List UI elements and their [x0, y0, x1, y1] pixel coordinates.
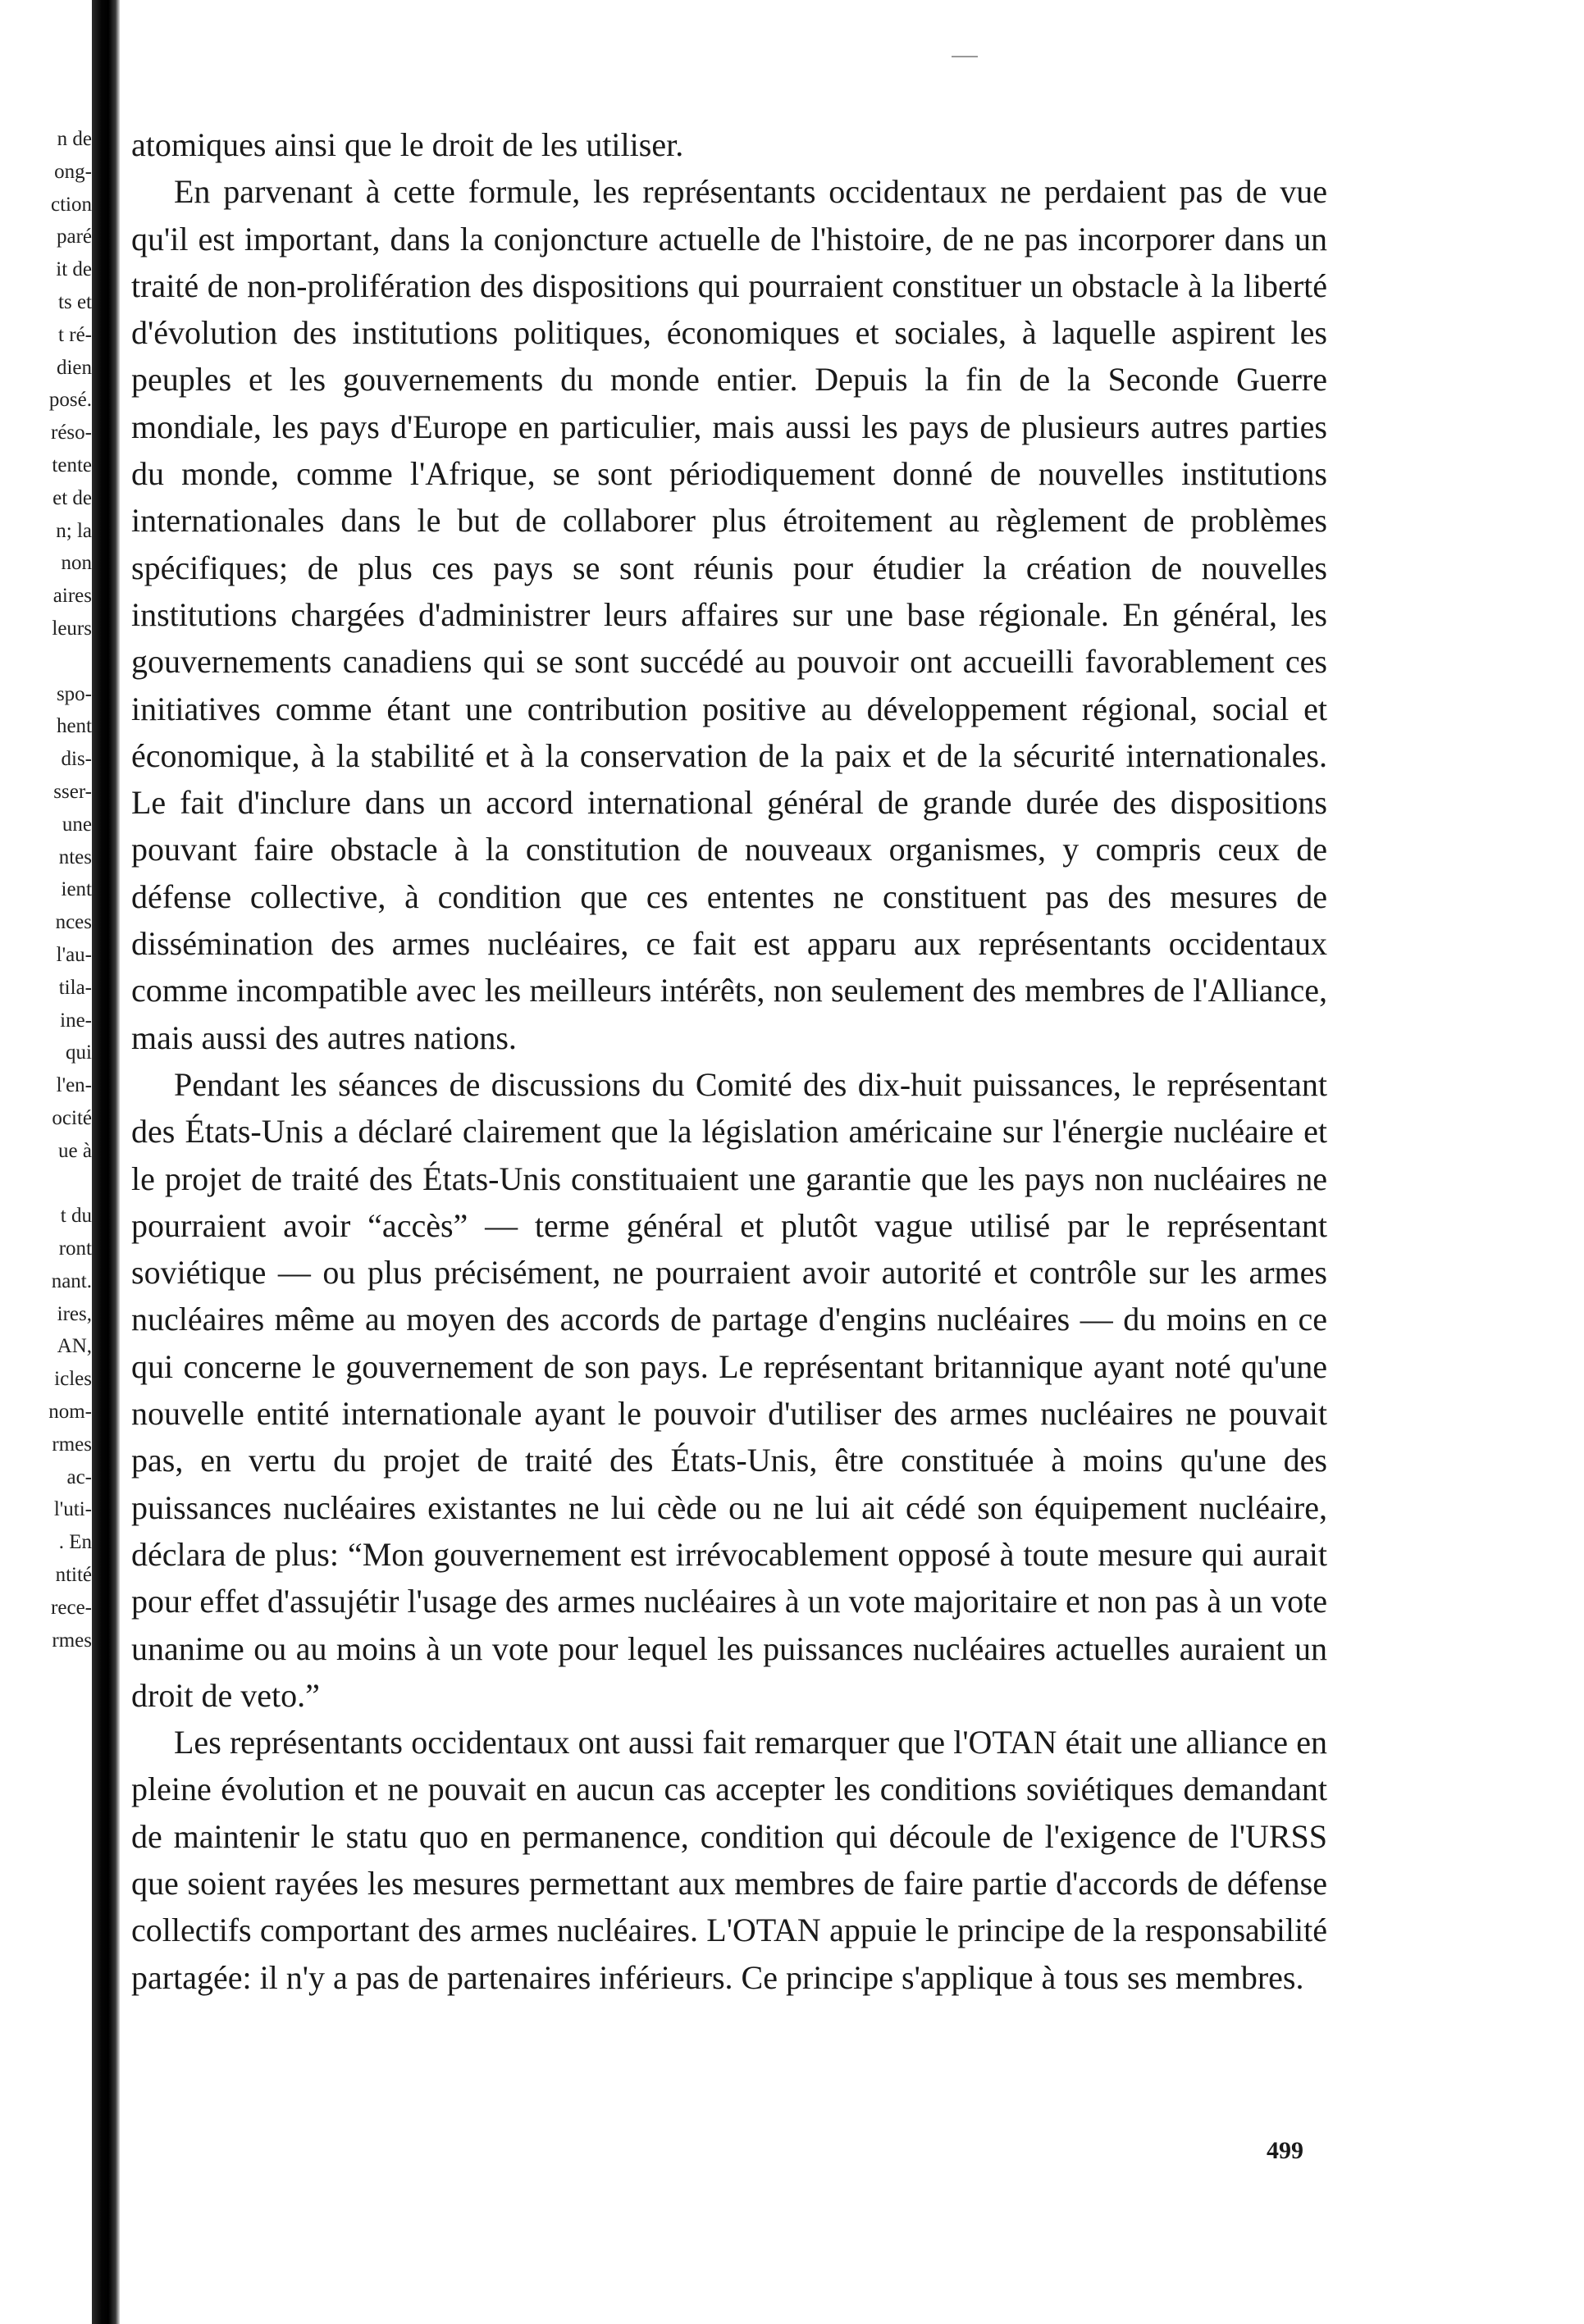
facing-page-fragment: paré	[56, 226, 92, 248]
facing-page-fragment: dien	[56, 356, 92, 379]
facing-page-fragment: ntité	[55, 1564, 92, 1587]
facing-page-fragment: qui	[66, 1041, 92, 1064]
facing-page-fragment: hent	[56, 715, 92, 738]
facing-page-fragment: réso-	[51, 422, 92, 444]
facing-page-fragment: n de	[57, 128, 92, 150]
facing-page-fragment: n; la	[56, 519, 92, 542]
facing-page-fragment: non	[61, 552, 92, 575]
facing-page-fragment: ction	[51, 193, 92, 216]
paragraph-formula: En parvenant à cette formule, les représentants occidentaux ne perdaient pas de vue qu'il est important, dans la conjoncture actuelle de l'histoire, de ne pas incorporer dans un traité de non-prolifération des dispositions qui pourraient constituer un obstacle à la liberté d'évolution des institutions politiques, économiques et sociales, à laquelle aspirent les peuples et les gouvernements du monde entier. Depuis la fin de la Seconde Guerre mondiale, les pays d'Europe en particulier, mais aussi les pays de plusieurs autres parties du monde, comme l'Afrique, se sont périodiquement donné de nouvelles institutions internationales dans le but de collaborer plus étroitement au règlement de problèmes spécifiques; de plus ces pays se sont réunis pour étudier la création de nouvelles institutions chargées d'administrer leurs affaires sur une base régionale. En général, les gouvernements canadiens qui se sont succédé au pouvoir ont accueilli favorablement ces initiatives comme étant une contribution positive au développement régional, social et économique, à la stabilité et à la conservation de la paix et de la sécurité internationales. Le fait d'inclure dans un accord international général de grande durée des dispositions pouvant faire obstacle à la constitution de nouveaux organismes, y compris ceux de défense collective, à condition que ces ententes ne constituent pas des mesures de dissémination des armes nucléaires, ce fait est apparu aux représentants occidentaux comme incompatible avec les meilleurs intérêts, non seulement des membres de l'Alliance, mais aussi des autres nations.	[131, 173, 1327, 1056]
paragraph-otan: Les représentants occidentaux ont aussi fait remarquer que l'OTAN était une alliance en pleine évolution et ne pouvait en aucun cas accepter les conditions soviétiques demandant de maintenir le statu quo en permanence, condition qui découle de l'exigence de l'URSS que soient rayées les mesures permettant aux membres de faire partie d'accords de défense collectifs comportant des armes nucléaires. L'OTAN appuie le principe de la responsabilité partagée: il n'y a pas de partenaires inférieurs. Ce principe s'applique à tous ses membres.	[131, 1724, 1327, 1996]
facing-page-fragment: ong-	[54, 160, 92, 183]
page-number: 499	[1267, 2137, 1303, 2164]
facing-page-fragment: ine-	[60, 1009, 92, 1032]
facing-page-fragment: icles	[54, 1368, 92, 1391]
page-body	[131, 121, 1327, 2001]
facing-page-fragment: et de	[52, 486, 92, 509]
facing-page-fragment: rmes	[52, 1433, 92, 1456]
facing-page-fragment: AN,	[57, 1335, 92, 1358]
paragraph-continuation: atomiques ainsi que le droit de les utiliser.	[131, 126, 684, 163]
facing-page-fragment: t ré-	[58, 323, 92, 346]
facing-page-fragment: nces	[55, 911, 92, 934]
facing-page-fragment: l'au-	[56, 943, 92, 966]
facing-page-fragment: sser-	[53, 780, 92, 803]
facing-page-fragment: leurs	[52, 617, 92, 640]
facing-page-fragment: tila-	[58, 976, 92, 999]
facing-page-fragment: nant.	[51, 1269, 92, 1292]
facing-page-fragment: spo-	[56, 682, 92, 705]
facing-page-fragment: nom-	[48, 1401, 92, 1424]
facing-page-fragment: ient	[61, 878, 92, 901]
paragraph-committee: Pendant les séances de discussions du Comité des dix-huit puissances, le représentant des États-Unis a déclaré clairement que la législation américaine sur l'énergie nucléaire et le projet de traité des États-Unis constituaient une garantie que les pays non nucléaires ne pourraient avoir “accès” — terme général et plutôt vague utilisé par le représentant soviétique — ou plus précisément, ne pourraient avoir autorité et contrôle sur les armes nucléaires même au moyen des accords de partage d'engins nucléaires — du moins en ce qui concerne le gouvernement de son pays. Le représentant britannique ayant noté qu'une nouvelle entité internationale ayant le pouvoir d'utiliser des armes nucléaires ne pouvait pas, en vertu du projet de traité des États-Unis, être constituée à moins qu'une des puissances nucléaires existantes ne lui cède ou ne lui ait cédé son équipement nucléaire, déclara de plus: “Mon gouvernement est irrévocablement opposé à toute mesure qui aurait pour effet d'assujétir l'usage des armes nucléaires à un vote majoritaire et non pas à un vote unanime ou au moins à un vote pour lequel les puissances nucléaires actuelles auraient un droit de veto.”	[131, 1065, 1327, 1714]
facing-page-fragment: . En	[58, 1531, 92, 1554]
facing-page-fragment: ue à	[58, 1139, 92, 1162]
facing-page-fragment: ires,	[57, 1302, 92, 1325]
facing-page-gap	[0, 645, 92, 678]
scan-mark	[952, 56, 978, 57]
facing-page-fragment: ntes	[58, 845, 92, 868]
facing-page-fragment: ocité	[52, 1106, 92, 1129]
book-gutter-shadow	[92, 0, 120, 2324]
facing-page-fragment: aires	[52, 585, 92, 608]
facing-page-fragment: ront	[58, 1237, 92, 1260]
facing-page-fragment: ts et	[58, 290, 92, 313]
facing-page-fragment: t du	[60, 1205, 92, 1228]
facing-page-fragment: tente	[52, 453, 92, 476]
facing-page-fragment: it de	[56, 258, 92, 281]
facing-page-fragment: ac-	[66, 1465, 92, 1488]
facing-page-margin	[0, 123, 92, 2091]
facing-page-fragment: rece-	[51, 1596, 92, 1619]
facing-page-fragment: rmes	[52, 1629, 92, 1652]
facing-page-fragment: posé.	[48, 389, 92, 412]
facing-page-fragment: une	[62, 813, 92, 836]
facing-page-fragment: l'uti-	[53, 1498, 92, 1521]
facing-page-gap	[0, 1168, 92, 1201]
facing-page-fragment: dis-	[61, 748, 92, 771]
facing-page-fragment: l'en-	[56, 1074, 92, 1097]
